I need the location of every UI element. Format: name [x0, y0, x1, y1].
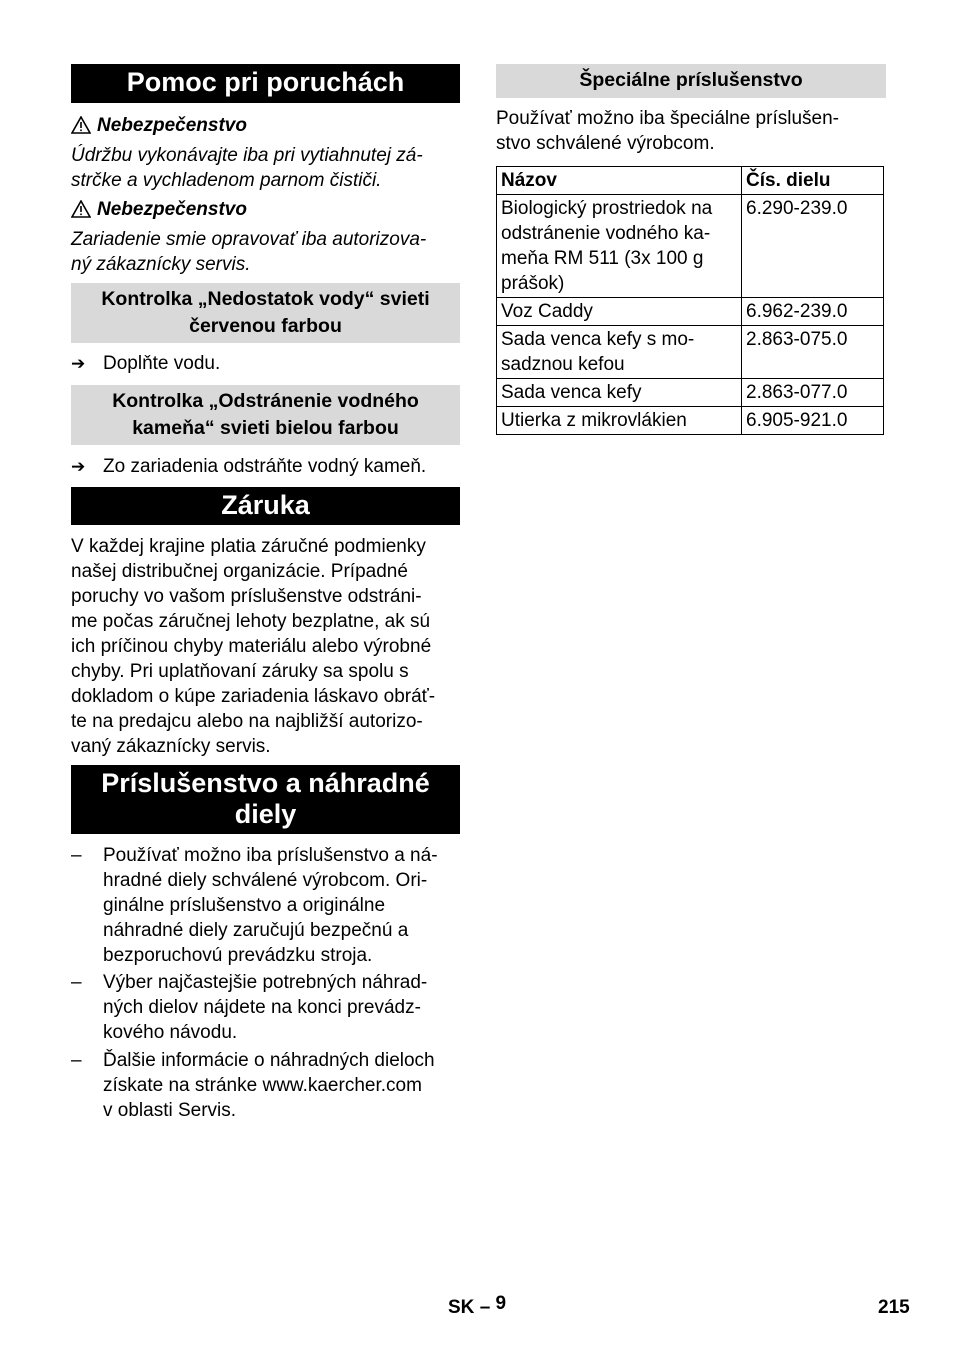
- cell-name: [497, 326, 742, 379]
- table-row: [497, 298, 884, 326]
- list-item: [71, 1048, 460, 1126]
- column-header-part-number: Čís. dielu: [742, 167, 884, 195]
- text-line: bezporuchovú prevádzku stroja.: [103, 945, 373, 966]
- section-title-accessories: [71, 765, 460, 834]
- text-line: Ďalšie informácie o náhradných dieloch: [103, 1050, 435, 1071]
- text-line: sadznou kefou: [501, 354, 625, 375]
- text-line: Používať možno iba špeciálne príslušen-: [496, 108, 839, 129]
- text-line: stvo schválené výrobcom.: [496, 133, 715, 154]
- text-line: kameňa“ svieti bielou farbou: [132, 417, 399, 439]
- cell-part-number: 6.290-239.0: [742, 195, 884, 298]
- text-line: ných dielov nájdete na konci prevádz-: [103, 997, 421, 1018]
- text-line: ginálne príslušenstvo a originálne: [103, 895, 386, 916]
- table-row: [497, 379, 884, 407]
- danger-label-2: [71, 197, 247, 222]
- dash-bullet: –: [71, 1050, 82, 1071]
- text-line: strčke a vychladenom parnom čističi.: [71, 170, 382, 191]
- cell-name: [497, 195, 742, 298]
- text-line: našej distribučnej organizácie. Prípadné: [71, 561, 408, 582]
- list-item-text: [103, 843, 438, 968]
- danger-label-text: Nebezpečenstvo: [97, 199, 247, 220]
- section-title-warranty: Záruka: [71, 487, 460, 525]
- cell-name: [497, 379, 742, 407]
- action-descale: [71, 454, 426, 479]
- text-line: meňa RM 511 (3x 100 g: [501, 248, 704, 269]
- subsection-descaling: [71, 385, 460, 445]
- warranty-paragraph: [71, 534, 435, 759]
- text-line: Utierka z mikrovlákien: [501, 410, 687, 431]
- list-item-text: [103, 1048, 435, 1123]
- text-line: odstránenie vodného ka-: [501, 223, 711, 244]
- cell-part-number: 6.962-239.0: [742, 298, 884, 326]
- text-line: Sada venca kefy s mo-: [501, 329, 695, 350]
- text-line: ný zákaznícky servis.: [71, 254, 251, 275]
- danger-label-text: Nebezpečenstvo: [97, 115, 247, 136]
- text-line: získate na stránke www.kaercher.com: [103, 1075, 422, 1096]
- danger-label-1: [71, 113, 247, 138]
- text-line: Biologický prostriedok na: [501, 198, 713, 219]
- action-refill-water: [71, 351, 220, 376]
- dash-bullet: –: [71, 972, 82, 993]
- local-page-number: 9: [495, 1293, 507, 1314]
- text-line: náhradné diely zaručujú bezpečnú a: [103, 920, 409, 941]
- table-row: [497, 326, 884, 379]
- text-line: prášok): [501, 273, 565, 294]
- column-header-name: Názov: [497, 167, 742, 195]
- text-line: diely: [234, 799, 297, 829]
- danger-text-2: [71, 227, 426, 277]
- text-line: kového návodu.: [103, 1022, 238, 1043]
- list-item: [71, 970, 460, 1048]
- list-item-text: [103, 970, 427, 1045]
- section-title-special-accessories: Špeciálne príslušenstvo: [496, 64, 886, 98]
- text-line: Voz Caddy: [501, 301, 593, 322]
- accessories-table: [496, 166, 884, 435]
- action-text: Zo zariadenia odstráňte vodný kameň.: [103, 456, 427, 477]
- text-line: Sada venca kefy: [501, 382, 642, 403]
- cell-part-number: 6.905-921.0: [742, 407, 884, 435]
- text-line: dokladom o kúpe zariadenia láskavo obráť-: [71, 686, 436, 707]
- table-header-row: [497, 167, 884, 195]
- page-number: 215: [878, 1297, 910, 1318]
- text-line: me počas záručnej lehoty bezplatne, ak sú: [71, 611, 431, 632]
- footer-page-label: [448, 1293, 507, 1319]
- dash-bullet: –: [71, 845, 82, 866]
- text-line: hradné diely schválené výrobcom. Ori-: [103, 870, 428, 891]
- text-line: v oblasti Servis.: [103, 1100, 237, 1121]
- cell-name: [497, 407, 742, 435]
- text-line: Používať možno iba príslušenstvo a ná-: [103, 845, 438, 866]
- text-line: chyby. Pri uplatňovaní záruky sa spolu s: [71, 661, 409, 682]
- subsection-water-shortage: [71, 283, 460, 343]
- text-line: Údržbu vykonávajte iba pri vytiahnutej zá-: [71, 145, 423, 166]
- danger-text-1: [71, 143, 423, 193]
- text-line: V každej krajine platia záručné podmienky: [71, 536, 426, 557]
- warning-triangle-icon: [71, 116, 91, 134]
- cell-part-number: 2.863-077.0: [742, 379, 884, 407]
- text-line: Kontrolka „Nedostatok vody“ svieti: [101, 288, 430, 310]
- text-line: te na predajcu alebo na najbližší autorizo-: [71, 711, 423, 732]
- special-accessories-intro: [496, 106, 839, 156]
- text-line: červenou farbou: [189, 315, 342, 337]
- text-line: Príslušenstvo a náhradné: [101, 768, 430, 798]
- list-item: [71, 843, 460, 970]
- table-row: [497, 407, 884, 435]
- language-code: SK: [448, 1297, 475, 1318]
- cell-name: [497, 298, 742, 326]
- arrow-right-icon: ➔: [71, 354, 86, 373]
- section-title-troubleshooting: Pomoc pri poruchách: [71, 64, 460, 103]
- bullet-list: [71, 843, 460, 1126]
- warning-triangle-icon: [71, 200, 91, 218]
- text-line: poruchy vo vašom príslušenstve odstráni-: [71, 586, 422, 607]
- text-line: ich príčinou chyby materiálu alebo výrobné: [71, 636, 432, 657]
- text-line: vaný zákaznícky servis.: [71, 736, 271, 757]
- text-line: Zariadenie smie opravovať iba autorizova-: [71, 229, 427, 250]
- arrow-right-icon: ➔: [71, 457, 86, 476]
- action-text: Doplňte vodu.: [103, 353, 221, 374]
- text-line: Kontrolka „Odstránenie vodného: [112, 390, 419, 412]
- table-row: [497, 195, 884, 298]
- separator: –: [479, 1297, 491, 1318]
- cell-part-number: 2.863-075.0: [742, 326, 884, 379]
- text-line: Výber najčastejšie potrebných náhrad-: [103, 972, 428, 993]
